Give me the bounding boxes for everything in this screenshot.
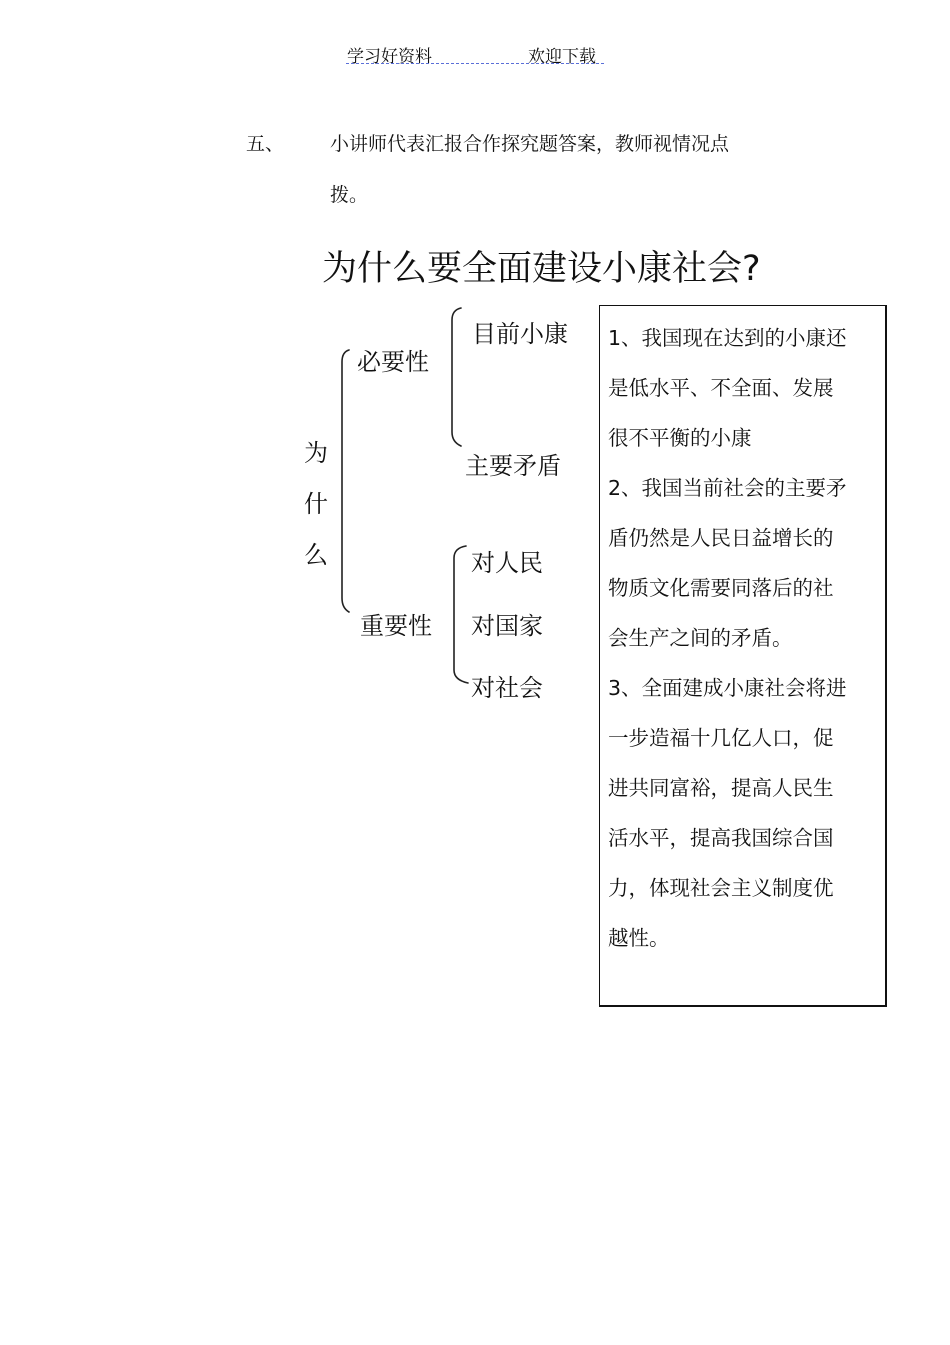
answer-line: 越性。	[608, 926, 670, 950]
necessity-child-1: 目前小康	[472, 320, 568, 348]
header-right-text: 欢迎下载	[528, 47, 596, 67]
necessity-child-2: 主要矛盾	[465, 452, 561, 480]
answer-line: 很不平衡的小康	[608, 426, 752, 450]
answer-line: 2、我国当前社会的主要矛	[608, 476, 847, 500]
diagram-root-label: 为什么	[304, 439, 328, 569]
importance-brace	[454, 546, 468, 683]
answer-box	[599, 305, 887, 1007]
item-text-line-1: 小讲师代表汇报合作探究题答案，教师视情况点	[330, 133, 730, 155]
answer-line: 3、全面建成小康社会将进	[608, 676, 847, 700]
answer-line: 力，体现社会主义制度优	[608, 876, 834, 900]
item-text-line-2: 拨。	[330, 184, 369, 206]
answer-line: 是低水平、不全面、发展	[608, 376, 834, 400]
item-number: 五、	[246, 133, 285, 155]
answer-line: 活水平，提高我国综合国	[608, 826, 834, 850]
answer-line: 盾仍然是人民日益增长的	[608, 526, 834, 550]
main-brace	[342, 350, 349, 612]
necessity-label: 必要性	[357, 348, 429, 376]
importance-child-1: 对人民	[471, 549, 543, 577]
answer-line: 一步造福十几亿人口，促	[608, 726, 834, 750]
importance-child-2: 对国家	[471, 612, 543, 640]
answer-text	[608, 313, 878, 963]
necessity-brace	[452, 308, 461, 446]
answer-line: 1、我国现在达到的小康还	[608, 326, 847, 350]
header-left-text: 学习好资料	[347, 47, 432, 67]
diagram-title: 为什么要全面建设小康社会?	[322, 249, 761, 289]
answer-line: 进共同富裕，提高人民生	[608, 776, 834, 800]
importance-label: 重要性	[360, 612, 432, 640]
importance-child-3: 对社会	[471, 674, 543, 702]
answer-line: 物质文化需要同落后的社	[608, 576, 834, 600]
answer-line: 会生产之间的矛盾。	[608, 626, 793, 650]
